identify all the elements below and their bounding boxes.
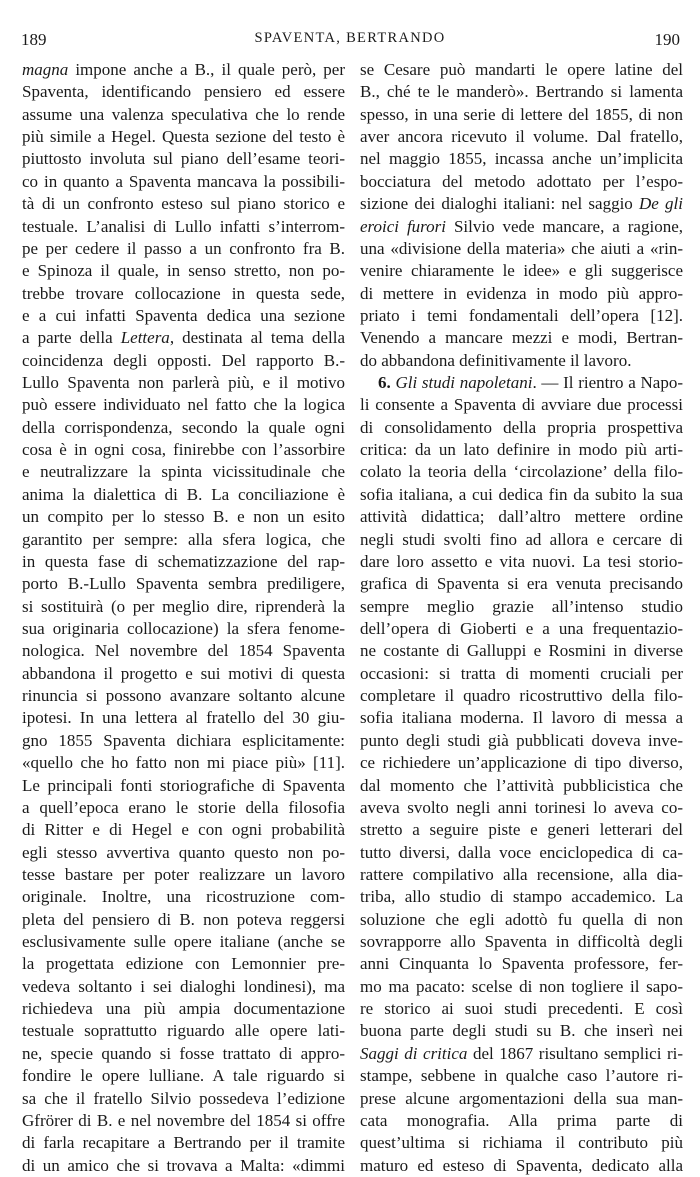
text-line — [22, 81, 345, 103]
text-run: porto B.-Lullo Spaventa sembra prediligere, — [22, 574, 345, 594]
text-run: bocciatura del metodo adottato per l’espo- — [360, 171, 683, 191]
text-run: completare il quadro ricostruttivo della filo- — [360, 686, 683, 706]
text-line — [360, 953, 683, 975]
text-line — [22, 327, 345, 349]
text-line — [360, 126, 683, 148]
text-line — [22, 976, 345, 998]
text-run: ne costante di Galluppi e Rosmini in diverse — [360, 641, 683, 661]
text-line — [22, 529, 345, 551]
text-run: stampe, sebbene in qualche caso l’autore ri- — [360, 1066, 683, 1086]
text-line — [360, 81, 683, 103]
text-run: richiedeva una più ampia documentazione — [22, 999, 345, 1019]
text-run: sa che il fratello Silvio possedeva l’edizione — [22, 1088, 345, 1108]
text-run: , destinata al tema della — [169, 328, 345, 348]
text-run: di farla recapitare a Bertrando per il tramite — [22, 1133, 345, 1153]
text-line — [360, 976, 683, 998]
text-run: impone anche a B., il quale però, per — [68, 60, 345, 79]
text-line — [22, 752, 345, 774]
text-line — [360, 59, 683, 81]
italic-text: Lettera — [120, 328, 170, 348]
page-number-right: 190 — [654, 30, 680, 49]
text-line — [360, 1065, 683, 1087]
text-run: cata monografia. Alla prima parte di — [360, 1110, 683, 1130]
text-run: tutto diversi, dalla voce enciclopedica di ca- — [360, 842, 683, 862]
text-run: colato la teoria della ‘circolazione’ della filo- — [360, 462, 683, 482]
text-run: sovrapporre allo Spaventa in difficoltà degli — [360, 932, 683, 952]
text-line — [360, 596, 683, 618]
text-line — [22, 372, 345, 394]
text-line — [22, 1155, 345, 1177]
text-run: Le principali fonti storiografiche di Spaventa — [22, 775, 345, 795]
text-run: co in quanto a Spaventa mancava la possibili- — [22, 171, 345, 191]
text-line — [22, 685, 345, 707]
text-line — [360, 394, 683, 416]
text-line — [360, 842, 683, 864]
running-title: SPAVENTA, BERTRANDO — [254, 30, 446, 46]
text-line — [22, 775, 345, 797]
text-run: li consente a Spaventa di avviare due processi — [360, 395, 683, 415]
page-number-left: 189 — [21, 30, 47, 49]
text-line — [22, 663, 345, 685]
text-run: pe per cedere il passo a un confronto fra B. — [22, 238, 345, 258]
text-run: soluzione che egli adottò fu quella di non — [360, 909, 683, 929]
text-line — [360, 1088, 683, 1110]
text-line — [360, 752, 683, 774]
text-line — [22, 618, 345, 640]
text-run: dare loro assetto e vita nuovi. La tesi storio- — [360, 551, 683, 571]
text-line — [22, 909, 345, 931]
text-line — [360, 283, 683, 305]
italic-text: Saggi di critica — [360, 1043, 468, 1063]
text-run: critica: da un lato definire in modo più arti- — [360, 440, 683, 460]
text-run: venire chiaramente le idee» e gli suggerisce — [360, 261, 683, 281]
text-line — [22, 461, 345, 483]
text-run: tesse bastare per poter realizzare un lavoro — [22, 864, 345, 884]
text-run: maturo ed esteso di Spaventa, dedicato alla — [360, 1155, 683, 1175]
text-run: mo ma pacato: scelse di non togliere il sapo- — [360, 976, 683, 996]
text-run: coincidenza degli opposti. Del rapporto B.- — [22, 350, 345, 370]
text-line — [22, 1132, 345, 1154]
text-run: vedeva soltanto i sei dialoghi londinesi), ma — [22, 976, 345, 996]
right-column — [360, 59, 683, 1177]
text-run: a parte della — [22, 328, 121, 348]
text-line — [360, 909, 683, 931]
text-line — [360, 238, 683, 260]
text-line — [22, 171, 345, 193]
text-line — [22, 998, 345, 1020]
text-line — [22, 842, 345, 864]
text-line — [22, 260, 345, 282]
text-run: di consolidamento della propria prospettiva — [360, 417, 683, 437]
text-run: garantito per sempre: alla sfera logica, che — [22, 529, 345, 549]
text-run: sofia italiana, a cui dedica fin da subito la sua — [360, 484, 683, 504]
text-run: si sostituirà (o per meglio dire, riprenderà la — [22, 596, 345, 616]
text-line — [360, 327, 683, 349]
text-run: un compito per lo stesso B. e non un esito — [22, 507, 345, 527]
text-run: e a cui infatti Spaventa dedica una sezione — [22, 305, 345, 325]
text-line — [22, 886, 345, 908]
text-line — [360, 886, 683, 908]
text-run: esclusivamente sulle opere italiane (anche se — [22, 932, 345, 952]
text-run: rinuncia si possono avanzare soltanto alcune — [22, 686, 345, 706]
text-run: sizione dei dialoghi italiani: nel saggio — [360, 194, 640, 214]
text-line — [360, 529, 683, 551]
text-run: della corrispondenza, secondo la quale ogni — [22, 417, 345, 437]
text-line — [22, 797, 345, 819]
text-line — [22, 640, 345, 662]
text-line — [360, 797, 683, 819]
text-line — [360, 148, 683, 170]
text-run: negli studi svolti fino ad allora e cercare di — [360, 529, 683, 549]
text-line — [360, 461, 683, 483]
text-run: anni Cinquanta lo Spaventa professore, fer- — [360, 954, 683, 974]
text-line — [360, 819, 683, 841]
text-line — [22, 350, 345, 372]
text-line — [360, 1155, 683, 1177]
text-run: quest’ultima si richiama il contributo più — [360, 1133, 683, 1153]
text-run: . — Il rientro a Napo- — [532, 373, 683, 393]
text-run: prese alcune argomentazioni della sua man- — [360, 1088, 683, 1108]
text-run: dal momento che l’attività pubblicistica che — [360, 775, 683, 795]
text-run: trebbe trovare collocazione in questa sede, — [22, 283, 345, 303]
text-run: più simile a Hegel. Questa sezione del testo è — [22, 127, 345, 147]
text-run: testuale soprattutto riguardo alle opere lati- — [22, 1021, 345, 1041]
text-run: aveva svolto negli anni torinesi lo aveva co- — [360, 797, 683, 817]
section-number: 6. — [378, 373, 396, 393]
text-line — [360, 104, 683, 126]
text-run: gno 1855 Spaventa dichiara esplicitamente: — [22, 730, 345, 750]
text-run: di un amico che si trovava a Malta: «dimmi — [22, 1155, 345, 1175]
text-line — [360, 1020, 683, 1042]
text-run: rattere compilativo alla recensione, alla dia- — [360, 864, 683, 884]
text-run: re storico ai suoi studi precedenti. E così — [360, 999, 683, 1019]
text-run: di mettere in evidenza in modo più appro- — [360, 283, 683, 303]
text-run: di Ritter e di Hegel e con ogni probabilità — [22, 820, 345, 840]
text-run: ipotesi. In una lettera al fratello del 30 giu- — [22, 708, 345, 728]
text-line — [360, 305, 683, 327]
text-line — [22, 417, 345, 439]
text-run: «quello che ho fatto non mi piace più» [11]. — [22, 753, 345, 773]
text-run: se Cesare può mandarti le opere latine del — [360, 60, 683, 79]
text-line — [22, 573, 345, 595]
text-line — [22, 238, 345, 260]
text-run: stretto a seguire piste e generi letterari del — [360, 820, 683, 840]
text-run: cosa è in ogni cosa, finirebbe con l’assorbire — [22, 440, 345, 460]
italic-text: De gli — [639, 194, 683, 214]
text-line — [360, 685, 683, 707]
text-run: sempre meglio grazie all’intenso studio — [360, 596, 683, 616]
text-run: anima la dialettica di B. La conciliazione è — [22, 484, 345, 504]
italic-text: Gli studi napoletani — [395, 373, 533, 393]
text-line — [360, 484, 683, 506]
text-run: B., ché te le manderò». Bertrando si lamenta — [360, 82, 683, 102]
text-run: e neutralizzare la spinta vicissitudinale che — [22, 462, 345, 482]
text-line — [22, 596, 345, 618]
text-line — [22, 506, 345, 528]
text-line — [360, 506, 683, 528]
text-run: a quell’epoca erano le storie della filosofia — [22, 797, 345, 817]
text-line — [22, 305, 345, 327]
text-line — [22, 1043, 345, 1065]
text-line — [22, 216, 345, 238]
text-run: una «divisione della materia» che aiuti a «rin- — [360, 238, 683, 258]
text-line — [22, 1110, 345, 1132]
text-run: egli stesso avvertiva quanto questo non po- — [22, 842, 345, 862]
text-line — [360, 439, 683, 461]
text-line — [360, 551, 683, 573]
text-run: nel maggio 1855, incassa anche un’implicita — [360, 149, 683, 169]
left-column — [22, 59, 345, 1177]
text-run: ne, specie quando si fosse trattato di appro- — [22, 1043, 345, 1063]
text-line — [360, 216, 683, 238]
text-line — [22, 730, 345, 752]
text-run: Gfrörer di B. e nel novembre del 1854 si offre — [22, 1110, 345, 1130]
text-line — [22, 193, 345, 215]
italic-text: eroici furori — [360, 216, 447, 236]
text-run: abbandona il progetto e sui motivi di questa — [22, 663, 345, 683]
text-line — [360, 931, 683, 953]
text-run: sua originaria collocazione) la sfera fenome- — [22, 618, 345, 638]
text-line — [360, 730, 683, 752]
page-header — [0, 0, 700, 60]
text-line — [22, 148, 345, 170]
text-run: la progettata edizione con Lemonnier pre- — [22, 954, 345, 974]
text-run: do abbandona definitivamente il lavoro. — [360, 350, 632, 370]
text-line — [360, 1043, 683, 1065]
text-line — [22, 819, 345, 841]
text-run: Spaventa, identificando pensiero ed essere — [22, 82, 345, 102]
text-run: Venendo a mancare mezzi e modi, Bertran- — [360, 328, 683, 348]
italic-text: magna — [22, 60, 69, 79]
text-run: priato i temi fondamentali dell’opera [12]. — [360, 305, 683, 325]
text-line — [22, 484, 345, 506]
text-run: Lullo Spaventa non parlerà più, e il motivo — [22, 373, 345, 393]
text-run: tà di un confronto esteso sul piano storico e — [22, 194, 345, 214]
text-line — [22, 439, 345, 461]
text-run: punto degli studi già pubblicati doveva inve- — [360, 730, 683, 750]
text-run: testuale. L’analisi di Lullo infatti s’interrom- — [22, 216, 345, 236]
text-line — [22, 1065, 345, 1087]
text-run: nologica. Nel novembre del 1854 Spaventa — [22, 641, 345, 661]
text-line — [360, 573, 683, 595]
text-run: del 1867 risultano semplici ri- — [467, 1043, 683, 1063]
text-line — [22, 1088, 345, 1110]
text-line — [360, 1132, 683, 1154]
text-run: grafica di Spaventa si era venuta precisando — [360, 574, 683, 594]
text-line — [360, 193, 683, 215]
text-line — [22, 1020, 345, 1042]
text-run: sofia italiana moderna. Il lavoro di messa a — [360, 708, 683, 728]
text-run: in questa fase di schematizzazione del rap- — [22, 551, 345, 571]
text-line — [360, 775, 683, 797]
text-run: occasioni: si tratta di momenti cruciali per — [360, 663, 683, 683]
text-line — [360, 663, 683, 685]
text-run: attività didattica; dall’altro mettere ordine — [360, 507, 683, 527]
text-line — [360, 171, 683, 193]
text-line — [360, 417, 683, 439]
text-run: e Spinoza il quale, in senso stretto, non po- — [22, 261, 345, 281]
text-line — [22, 707, 345, 729]
text-run: originale. Inoltre, una ricostruzione com- — [22, 887, 345, 907]
text-line — [22, 283, 345, 305]
text-line — [22, 104, 345, 126]
text-run: fondire le opere lulliane. A tale riguardo si — [22, 1066, 345, 1086]
text-line — [22, 59, 345, 81]
text-line — [22, 126, 345, 148]
text-run: aver ancora ricevuto il volume. Dal fratello, — [360, 127, 683, 147]
text-run: pleta del pensiero di B. non poteva reggersi — [22, 909, 345, 929]
text-line — [22, 953, 345, 975]
text-run: triba, allo studio di stampo accademico. La — [360, 887, 683, 907]
text-line — [360, 372, 683, 394]
text-line — [360, 350, 683, 372]
text-line — [22, 394, 345, 416]
text-line — [360, 707, 683, 729]
text-line — [22, 931, 345, 953]
text-run: buona parte degli studi su B. che inserì nei — [360, 1021, 683, 1041]
text-line — [22, 551, 345, 573]
text-line — [360, 618, 683, 640]
text-line — [22, 864, 345, 886]
text-run: assume una valenza speculativa che lo rende — [22, 104, 345, 124]
text-run: dell’opera di Gioberti e a una frequentazio- — [360, 618, 683, 638]
text-run: spesso, in una serie di lettere del 1855, di non — [360, 104, 683, 124]
text-run: ce richiedere un’applicazione di tipo diverso, — [360, 753, 683, 773]
text-run: Silvio vede mancare, a ragione, — [446, 216, 683, 236]
text-line — [360, 864, 683, 886]
text-line — [360, 260, 683, 282]
text-line — [360, 998, 683, 1020]
text-run: piuttosto involuta sul piano dell’esame teori- — [22, 149, 345, 169]
text-line — [360, 1110, 683, 1132]
text-line — [360, 640, 683, 662]
text-run: può essere individuato nel fatto che la logica — [22, 395, 345, 415]
